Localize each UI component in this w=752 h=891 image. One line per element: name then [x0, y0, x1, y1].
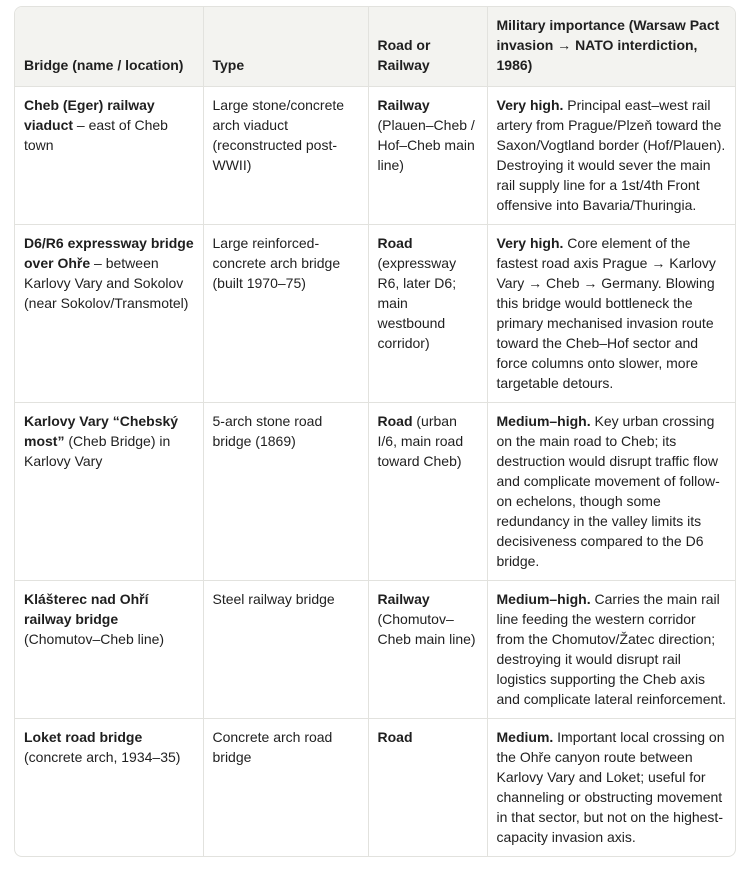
- cell-mode: [368, 581, 487, 719]
- bridge-name: Cheb (Eger) railway viaduct: [24, 97, 155, 133]
- mode-detail: (Plauen–Cheb / Hof–Cheb main line): [377, 117, 475, 173]
- cell-importance: [487, 225, 735, 403]
- importance-rating: Medium.: [496, 729, 554, 745]
- table-row: [15, 225, 735, 403]
- mode-detail: (expressway R6, later D6; main westbound corridor): [377, 255, 457, 351]
- table-row: [15, 581, 735, 719]
- bridge-location: – east of Cheb town: [24, 117, 168, 153]
- bridge-name: Loket road bridge: [24, 729, 143, 745]
- cell-importance: [487, 403, 735, 581]
- cell-mode: [368, 719, 487, 857]
- importance-detail: Core element of the fastest road axis Prague → Karlovy Vary → Cheb → Germany. Blowing this bridge would bottleneck the primary mechanised invasion route toward the Cheb–Hof sector and force columns onto slower, more targetable detours.: [496, 235, 716, 391]
- cell-type: 5-arch stone road bridge (1869): [203, 403, 368, 581]
- mode-label: Road: [377, 729, 413, 745]
- bridge-location: (concrete arch, 1934–35): [24, 749, 181, 765]
- bridges-table-container: [14, 6, 736, 857]
- importance-detail: Principal east–west rail artery from Prague/Plzeň toward the Saxon/Vogtland border (Hof/Plauen). Destroying it would sever the main rail supply line for a 1st/4th Front offensive into Bavaria/Thuringia.: [496, 97, 726, 213]
- cell-type: Steel railway bridge: [203, 581, 368, 719]
- header-type: Type: [203, 7, 368, 87]
- importance-rating: Medium–high.: [496, 591, 591, 607]
- mode-label: Railway: [377, 97, 430, 113]
- mode-label: Road: [377, 413, 413, 429]
- importance-rating: Very high.: [496, 235, 564, 251]
- bridge-name: D6/R6 expressway bridge over Ohře: [24, 235, 194, 271]
- mode-label: Railway: [377, 591, 430, 607]
- header-road-or-railway: Road or Railway: [368, 7, 487, 87]
- bridge-name: Klášterec nad Ohří railway bridge: [24, 591, 149, 627]
- cell-mode: [368, 225, 487, 403]
- cell-mode: [368, 403, 487, 581]
- cell-type: Concrete arch road bridge: [203, 719, 368, 857]
- cell-mode: [368, 87, 487, 225]
- cell-bridge: [15, 719, 203, 857]
- table-row: [15, 87, 735, 225]
- importance-rating: Medium–high.: [496, 413, 591, 429]
- importance-rating: Very high.: [496, 97, 564, 113]
- bridge-location: (Cheb Bridge) in Karlovy Vary: [24, 433, 171, 469]
- cell-type: Large reinforced-concrete arch bridge (built 1970–75): [203, 225, 368, 403]
- cell-bridge: [15, 581, 203, 719]
- importance-detail: Carries the main rail line feeding the western corridor from the Chomutov/Žatec direction; destroying it would disrupt rail logistics supporting the Cheb axis and complicate lateral reinforcement.: [496, 591, 727, 707]
- cell-bridge: [15, 403, 203, 581]
- table-row: [15, 403, 735, 581]
- table-header: [15, 7, 735, 87]
- header-row: [15, 7, 735, 87]
- cell-bridge: [15, 225, 203, 403]
- importance-detail: Important local crossing on the Ohře canyon route between Karlovy Vary and Loket; useful for channeling or obstructing movement in that sector, but not on the highest-capacity invasion axis.: [496, 729, 725, 845]
- header-bridge: Bridge (name / location): [15, 7, 203, 87]
- table-row: [15, 719, 735, 857]
- importance-detail: Key urban crossing on the main road to Cheb; its destruction would disrupt traffic flow and complicate movement of follow-on echelons, though some redundancy in the valley limits its decisiveness compared to the D6 bridge.: [496, 413, 720, 569]
- bridge-name: Karlovy Vary “Chebský most”: [24, 413, 179, 449]
- bridge-location: (Chomutov–Cheb line): [24, 631, 165, 647]
- bridge-location: – between Karlovy Vary and Sokolov (near Sokolov/Transmotel): [24, 255, 189, 311]
- mode-detail: (Chomutov–Cheb main line): [377, 611, 476, 647]
- cell-importance: [487, 87, 735, 225]
- cell-bridge: [15, 87, 203, 225]
- bridges-table: [15, 7, 735, 856]
- mode-label: Road: [377, 235, 413, 251]
- cell-importance: [487, 581, 735, 719]
- mode-detail: (urban I/6, main road toward Cheb): [377, 413, 464, 469]
- header-military-importance: Military importance (Warsaw Pact invasion → NATO interdiction, 1986): [487, 7, 735, 87]
- cell-type: Large stone/concrete arch viaduct (reconstructed post-WWII): [203, 87, 368, 225]
- cell-importance: [487, 719, 735, 857]
- table-body: [15, 87, 735, 857]
